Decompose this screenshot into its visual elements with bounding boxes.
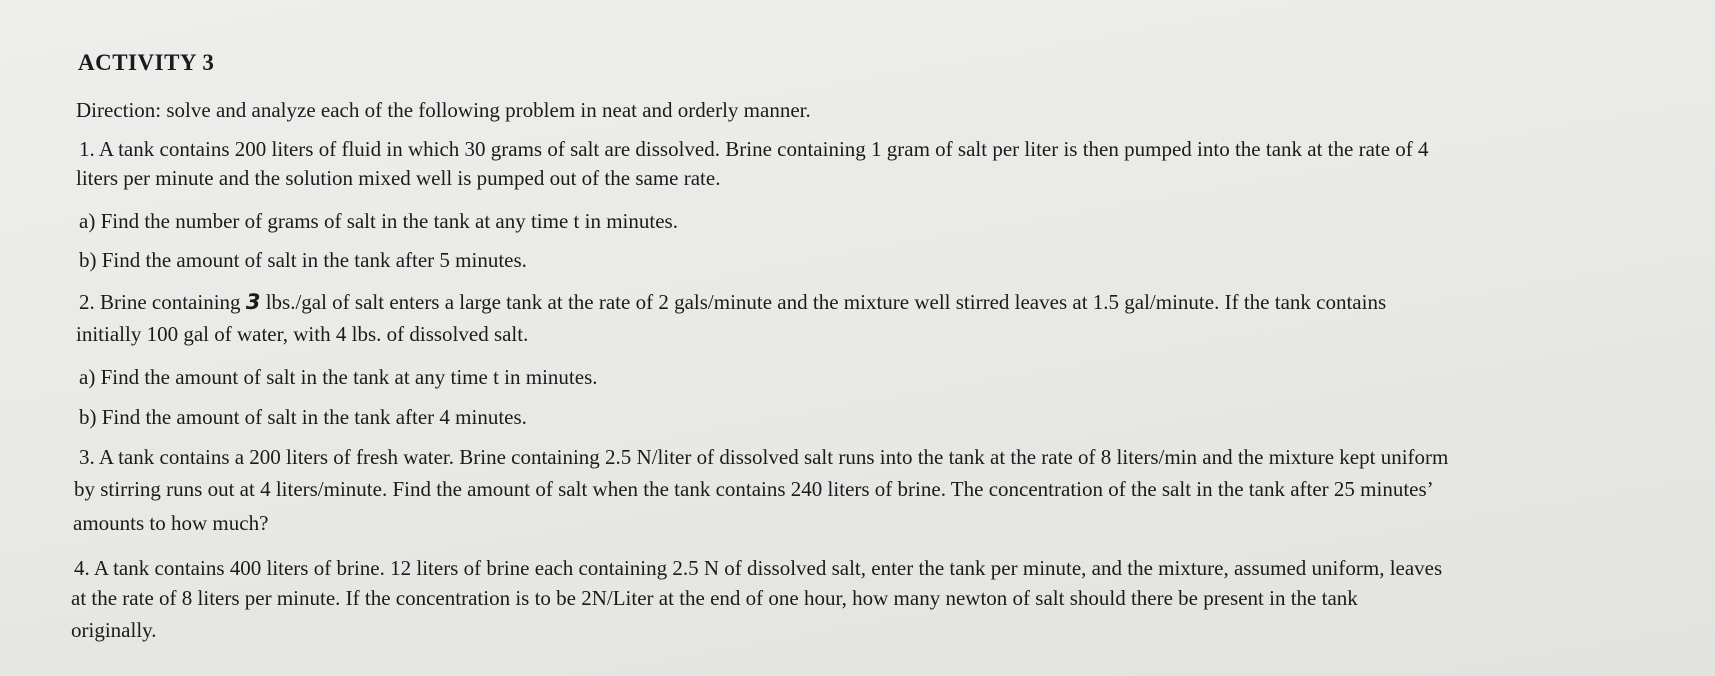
- problem-4-line-2: at the rate of 8 liters per minute. If the concentration is to be 2N/Liter at the end of one hour, how many newton of salt should there be present in the tank: [71, 586, 1358, 610]
- problem-3-line-2: by stirring runs out at 4 liters/minute. Find the amount of salt when the tank contains 240 liters of brine. The concentration of the salt in the tank after 25 minutes’: [74, 477, 1434, 501]
- problem-4-line-1: 4. A tank contains 400 liters of brine. 12 liters of brine each containing 2.5 N of dissolved salt, enter the tank per minute, and the mixture, assumed uniform, leaves: [74, 556, 1443, 580]
- problem-2-line-1-prefix: 2. Brine containing: [79, 290, 246, 314]
- problem-1-line-1: 1. A tank contains 200 liters of fluid in which 30 grams of salt are dissolved. Brine containing 1 gram of salt per liter is then pumped into the tank at the rate of 4: [79, 137, 1429, 161]
- problem-3-line-1: 3. A tank contains a 200 liters of fresh water. Brine containing 2.5 N/liter of dissolved salt runs into the tank at the rate of 8 liters/min and the mixture kept uniform: [79, 445, 1449, 469]
- problem-2-part-b: b) Find the amount of salt in the tank after 4 minutes.: [79, 405, 527, 429]
- handwritten-value: 3: [245, 290, 261, 314]
- problem-1-line-2: liters per minute and the solution mixed well is pumped out of the same rate.: [76, 166, 721, 190]
- problem-2-line-1: [79, 290, 1386, 315]
- activity-title: ACTIVITY 3: [78, 50, 215, 75]
- problem-1-part-b: b) Find the amount of salt in the tank after 5 minutes.: [79, 248, 527, 272]
- problem-3-line-3: amounts to how much?: [73, 511, 269, 535]
- problem-4-line-3: originally.: [71, 618, 157, 642]
- direction-text: Direction: solve and analyze each of the following problem in neat and orderly manner.: [76, 98, 811, 122]
- problem-2-part-a: a) Find the amount of salt in the tank at any time t in minutes.: [79, 365, 598, 389]
- problem-2-line-1-suffix: lbs./gal of salt enters a large tank at the rate of 2 gals/minute and the mixture well stirred leaves at 1.5 gal/minute. If the tank contains: [260, 290, 1387, 314]
- problem-1-part-a: a) Find the number of grams of salt in the tank at any time t in minutes.: [79, 209, 678, 233]
- problem-2-line-2: initially 100 gal of water, with 4 lbs. of dissolved salt.: [76, 322, 529, 346]
